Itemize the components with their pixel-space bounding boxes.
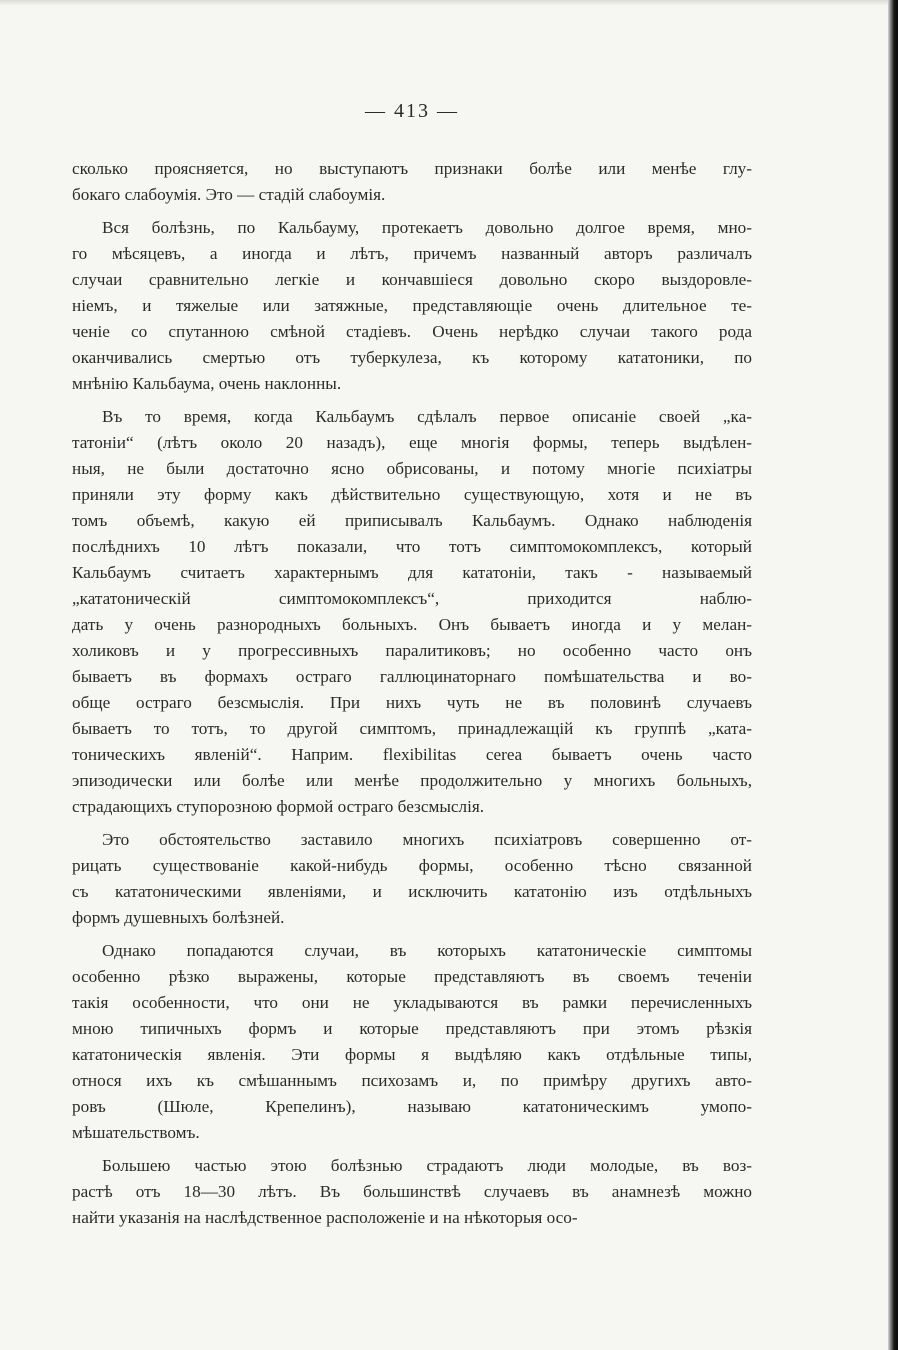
text-line: страдающихъ ступорозною формой остраго безсмыслія. bbox=[72, 797, 485, 816]
text-line: го мѣсяцевъ, а иногда и лѣтъ, причемъ названный авторъ различалъ bbox=[72, 244, 752, 263]
text-line: татоніи“ (лѣтъ около 20 назадъ), еще многія формы, теперь выдѣлен- bbox=[72, 433, 752, 452]
paragraph bbox=[72, 215, 752, 397]
text-line: ныя, не были достаточно ясно обрисованы, и потому многіе психіатры bbox=[72, 459, 752, 478]
text-line: приняли эту форму какъ дѣйствительно существующую, хотя и не въ bbox=[72, 485, 752, 504]
paragraph bbox=[72, 827, 752, 931]
text-line: Большею частью этою болѣзнью страдаютъ люди молодые, въ воз- bbox=[102, 1156, 752, 1175]
text-line: найти указанія на наслѣдственное расположеніе и на нѣкоторыя осо- bbox=[72, 1208, 578, 1227]
text-line: ровъ (Шюле, Крепелинъ), называю кататоническимъ умопо- bbox=[72, 1097, 752, 1116]
document-page bbox=[72, 96, 752, 1233]
text-line: холиковъ и у прогрессивныхъ паралитиковъ; но особенно часто онъ bbox=[72, 641, 752, 660]
paragraph bbox=[72, 938, 752, 1146]
text-line: бокаго слабоумія. Это — стадій слабоумія. bbox=[72, 185, 386, 204]
text-line: эпизодически или болѣе или менѣе продолжительно у многихъ больныхъ, bbox=[72, 771, 752, 790]
scan-top-shadow bbox=[0, 0, 898, 6]
text-line: Однако попадаются случаи, въ которыхъ кататоническіе симптомы bbox=[102, 941, 752, 960]
text-line: съ кататоническими явленіями, и исключить кататонію изъ отдѣльныхъ bbox=[72, 882, 752, 901]
text-line: случаи сравнительно легкіе и кончавшіеся довольно скоро выздоровле- bbox=[72, 270, 752, 289]
text-line: бываетъ въ формахъ остраго галлюцинаторнаго помѣшательства и во- bbox=[72, 667, 752, 686]
text-line: мною типичныхъ формъ и которые представляютъ при этомъ рѣзкія bbox=[72, 1019, 752, 1038]
text-line: особенно рѣзко выражены, которые представляютъ въ своемъ теченіи bbox=[72, 967, 752, 986]
text-line: мнѣнію Кальбаума, очень наклонны. bbox=[72, 374, 342, 393]
text-line: сколько проясняется, но выступаютъ признаки болѣе или менѣе глу- bbox=[72, 159, 752, 178]
text-line: ніемъ, и тяжелые или затяжные, представляющіе очень длительное те- bbox=[72, 296, 752, 315]
text-line: обще остраго безсмыслія. При нихъ чуть не въ половинѣ случаевъ bbox=[72, 693, 752, 712]
text-line: дать у очень разнородныхъ больныхъ. Онъ бываетъ иногда и у мелан- bbox=[72, 615, 752, 634]
text-line: растѣ отъ 18—30 лѣтъ. Въ большинствѣ случаевъ въ анамнезѣ можно bbox=[72, 1182, 752, 1201]
text-line: томъ объемѣ, какую ей приписывалъ Кальбаумъ. Однако наблюденія bbox=[72, 511, 752, 530]
text-line: Въ то время, когда Кальбаумъ сдѣлалъ первое описаніе своей „ка- bbox=[102, 407, 752, 426]
text-line: оканчивались смертью отъ туберкулеза, къ которому кататоники, по bbox=[72, 348, 752, 367]
page-number: — 413 — bbox=[365, 100, 459, 122]
text-line: формъ душевныхъ болѣзней. bbox=[72, 908, 285, 927]
text-line: Вся болѣзнь, по Кальбауму, протекаетъ довольно долгое время, мно- bbox=[102, 218, 752, 237]
text-line: такія особенности, что они не укладываются въ рамки перечисленныхъ bbox=[72, 993, 752, 1012]
text-line: относя ихъ къ смѣшаннымъ психозамъ и, по примѣру другихъ авто- bbox=[72, 1071, 752, 1090]
scan-edge bbox=[888, 0, 898, 1350]
text-line: Это обстоятельство заставило многихъ психіатровъ совершенно от- bbox=[102, 830, 752, 849]
text-line: мѣшательствомъ. bbox=[72, 1123, 200, 1142]
paragraph bbox=[72, 156, 752, 208]
text-line: послѣднихъ 10 лѣтъ показали, что тотъ симптомокомплексъ, который bbox=[72, 537, 752, 556]
text-line: тоническихъ явленій“. Наприм. flexibilitas cerea бываетъ очень часто bbox=[72, 745, 752, 764]
text-line: „кататоническій симптомокомплексъ“, приходится наблю- bbox=[72, 589, 752, 608]
paragraph bbox=[72, 404, 752, 820]
text-line: Кальбаумъ считаетъ характернымъ для кататоніи, такъ - называемый bbox=[72, 563, 752, 582]
body-text bbox=[72, 156, 752, 1231]
text-line: кататоническія явленія. Эти формы я выдѣляю какъ отдѣльные типы, bbox=[72, 1045, 752, 1064]
text-line: бываетъ то тотъ, то другой симптомъ, принадлежащій къ группѣ „ката- bbox=[72, 719, 752, 738]
paragraph bbox=[72, 1153, 752, 1231]
text-line: рицать существованіе какой-нибудь формы, особенно тѣсно связанной bbox=[72, 856, 752, 875]
text-line: ченіе со спутанною смѣной стадіевъ. Очень нерѣдко случаи такого рода bbox=[72, 322, 752, 341]
